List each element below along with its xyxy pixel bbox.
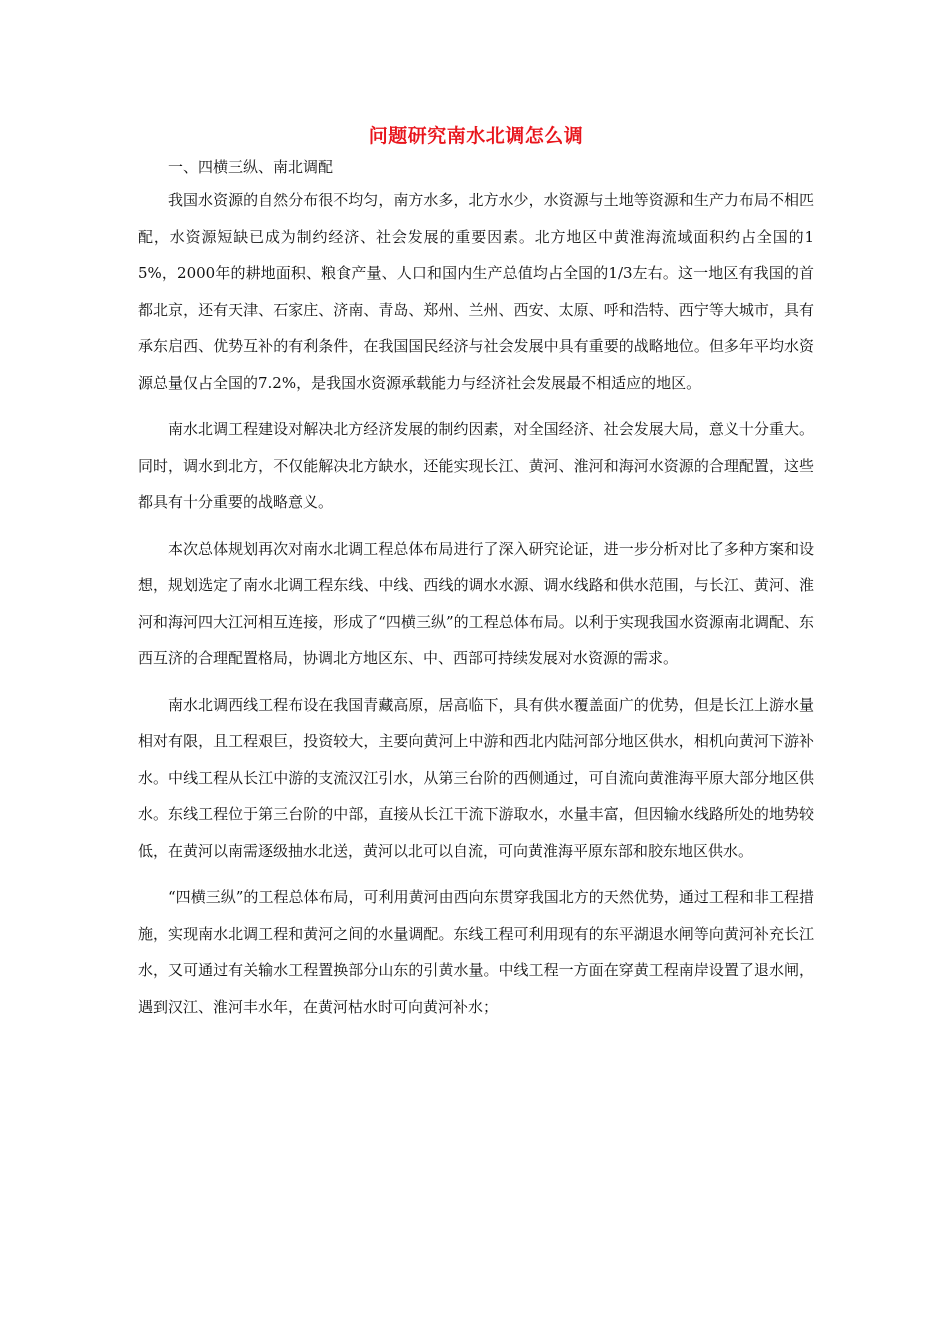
document-title: 问题研究南水北调怎么调: [368, 125, 584, 147]
paragraph-1: 我国水资源的自然分布很不均匀，南方水多，北方水少，水资源与土地等资源和生产力布局不相匹配，水资源短缺已成为制约经济、社会发展的重要因素。北方地区中黄淮海流域面积约占全国的15%，2000年的耕地面积、粮食产量、人口和国内生产总值均占全国的1/3左右。这一地区有我国的首都北京，还有天津、石家庄、济南、青岛、郑州、兰州、西安、太原、呼和浩特、西宁等大城市，具有承东启西、优势互补的有利条件，在我国国民经济与社会发展中具有重要的战略地位。但多年平均水资源总量仅占全国的7.2%，是我国水资源承载能力与经济社会发展最不相适应的地区。: [138, 191, 814, 392]
paragraph-2: 南水北调工程建设对解决北方经济发展的制约因素，对全国经济、社会发展大局，意义十分重大。同时，调水到北方，不仅能解决北方缺水，还能实现长江、黄河、淮河和海河水资源的合理配置，这些都具有十分重要的战略意义。: [138, 420, 814, 511]
section-heading: 一、四横三纵、南北调配: [168, 158, 334, 176]
document-page: [138, 118, 814, 1035]
paragraph-3: 本次总体规划再次对南水北调工程总体布局进行了深入研究论证，进一步分析对比了多种方案和设想，规划选定了南水北调工程东线、中线、西线的调水水源、调水线路和供水范围，与长江、黄河、淮河和海河四大江河相互连接，形成了“四横三纵”的工程总体布局。以利于实现我国水资源南北调配、东西互济的合理配置格局，协调北方地区东、中、西部可持续发展对水资源的需求。: [138, 539, 814, 667]
paragraph-5: “四横三纵”的工程总体布局，可利用黄河由西向东贯穿我国北方的天然优势，通过工程和非工程措施，实现南水北调工程和黄河之间的水量调配。东线工程可利用现有的东平湖退水闸等向黄河补充长江水，又可通过有关输水工程置换部分山东的引黄水量。中线工程一方面在穿黄工程南岸设置了退水闸，遇到汉江、淮河丰水年，在黄河枯水时可向黄河补水；: [138, 888, 814, 1016]
paragraph-4: 南水北调西线工程布设在我国青藏高原，居高临下，具有供水覆盖面广的优势，但是长江上游水量相对有限，且工程艰巨，投资较大，主要向黄河上中游和西北内陆河部分地区供水，相机向黄河下游补水。中线工程从长江中游的支流汉江引水，从第三台阶的西侧通过，可自流向黄淮海平原大部分地区供水。东线工程位于第三台阶的中部，直接从长江干流下游取水，水量丰富，但因输水线路所处的地势较低，在黄河以南需逐级抽水北送，黄河以北可以自流，可向黄淮海平原东部和胶东地区供水。: [138, 695, 814, 860]
